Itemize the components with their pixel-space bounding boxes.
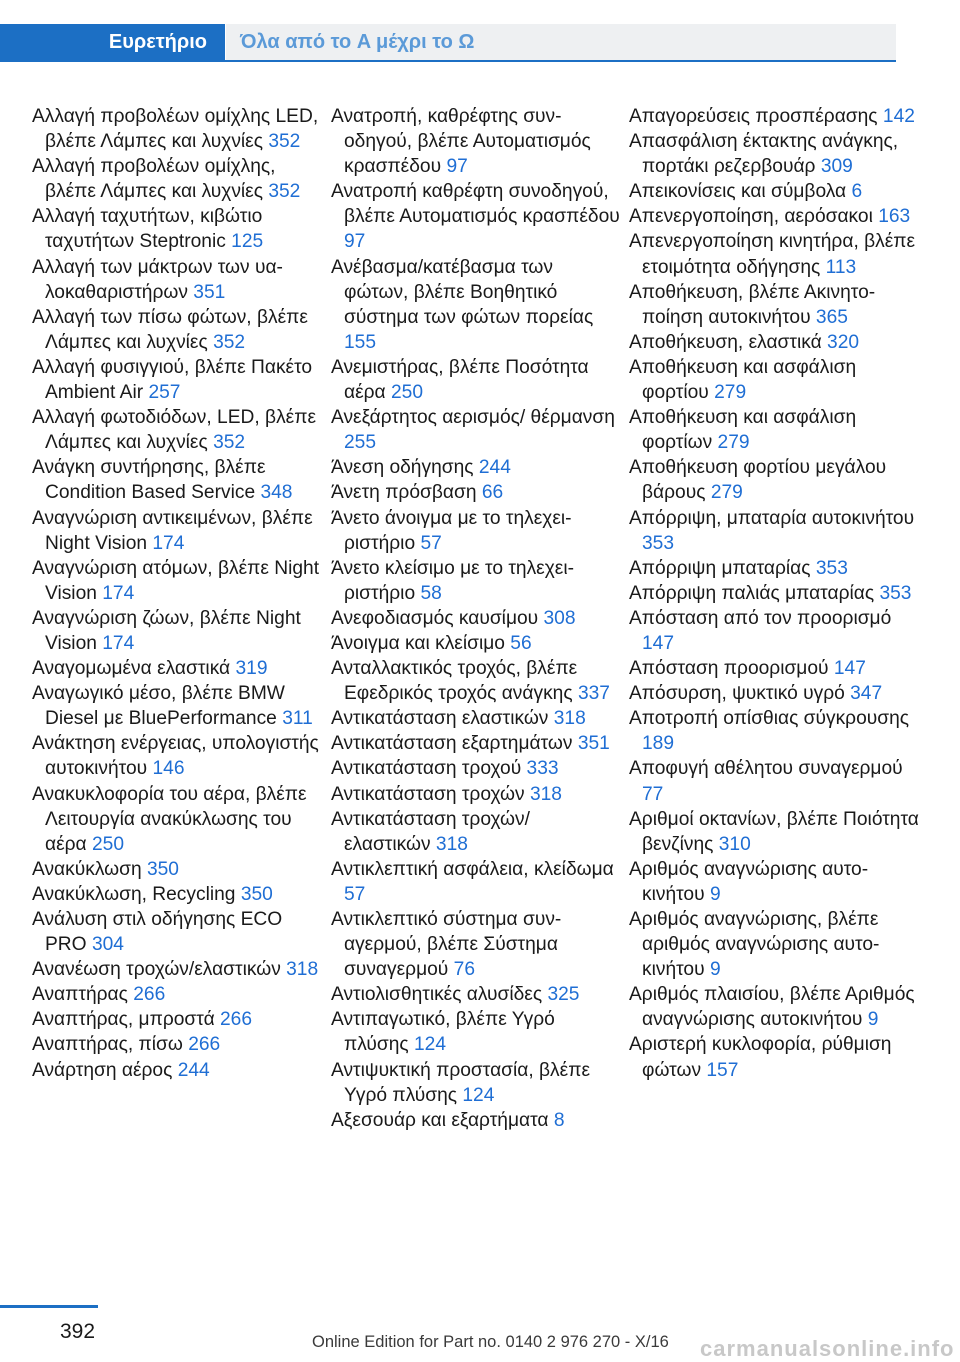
index-entry xyxy=(629,204,919,229)
index-entry-page-link[interactable]: 113 xyxy=(825,256,857,278)
index-entry-page-link[interactable]: 77 xyxy=(642,783,664,805)
index-entry-page-link[interactable]: 174 xyxy=(102,582,135,604)
index-entry-text: Αναπτήρας xyxy=(32,984,128,1006)
index-entry xyxy=(32,1007,322,1032)
index-entry-page-link[interactable]: 279 xyxy=(714,382,747,404)
index-entry-page-link[interactable]: 320 xyxy=(827,331,860,353)
index-entry-page-link[interactable]: 250 xyxy=(92,833,125,855)
index-entry xyxy=(32,506,322,556)
index-entry-text: Ανακυκλοφορία του αέρα, βλέπε Λειτουργία ανακύκλωσης του αέρα xyxy=(32,783,307,855)
index-entry xyxy=(629,581,919,606)
index-entry-page-link[interactable]: 347 xyxy=(850,683,883,705)
index-entry xyxy=(331,480,621,505)
index-entry-page-link[interactable]: 308 xyxy=(543,607,576,629)
index-entry-page-link[interactable]: 319 xyxy=(235,658,268,680)
index-entry-text: Αποθήκευση, ελαστικά xyxy=(629,331,822,353)
index-entry-text: Ανακύκλωση xyxy=(32,858,142,880)
index-entry-text: Απεικονίσεις και σύμβολα xyxy=(629,181,847,203)
index-entry-text: Αλλαγή των μάκτρων των υαλοκαθαριστήρων xyxy=(32,256,283,303)
index-entry-page-link[interactable]: 348 xyxy=(260,482,293,504)
index-entry-text: Ανεξάρτητος αερισμός/ θέρμανση xyxy=(331,407,615,429)
index-entry xyxy=(331,706,621,731)
index-entry-text: Απενεργοποίηση, αερόσακοι xyxy=(629,206,873,228)
index-entry-page-link[interactable]: 57 xyxy=(344,883,366,905)
index-entry xyxy=(629,330,919,355)
index-entry xyxy=(331,405,621,455)
index-entry-page-link[interactable]: 174 xyxy=(152,532,185,554)
index-entry-page-link[interactable]: 318 xyxy=(529,783,562,805)
index-entry-page-link[interactable]: 76 xyxy=(453,959,475,981)
index-entry xyxy=(32,957,322,982)
index-entry-text: Αλλαγή ταχυτήτων, κιβώτιο ταχυτήτων Steptronic xyxy=(32,206,263,253)
header-divider xyxy=(0,60,896,62)
index-entry-page-link[interactable]: 9 xyxy=(867,1009,879,1031)
index-entry-text: Άνοιγμα και κλείσιμο xyxy=(331,632,505,654)
watermark-logo: carmanualsonline.info xyxy=(700,1336,955,1361)
index-entry-text: Αποτροπή οπίσθιας σύγκρουσης xyxy=(629,708,910,730)
index-entry-page-link[interactable]: 146 xyxy=(152,758,185,780)
index-entry-text: Ανάγκη συντήρησης, βλέπε Condition Based Service xyxy=(32,457,266,504)
index-entry xyxy=(331,807,621,857)
index-entry xyxy=(32,907,322,957)
index-entry-page-link[interactable]: 311 xyxy=(282,708,313,730)
index-entry xyxy=(32,606,322,656)
index-entry xyxy=(629,556,919,581)
index-entry-page-link[interactable]: 353 xyxy=(815,557,848,579)
index-entry-page-link[interactable]: 318 xyxy=(286,959,319,981)
index-entry xyxy=(331,179,621,254)
index-entry xyxy=(331,731,621,756)
index-entry-text: Ανεμιστήρας, βλέπε Ποσότητα αέρα xyxy=(331,356,589,404)
index-entry-text: Απαγορεύσεις προσπέρασης xyxy=(629,106,878,127)
index-entry xyxy=(32,982,322,1007)
index-entry-page-link[interactable]: 163 xyxy=(878,206,911,228)
index-entry-text: Αλλαγή φωτοδιόδων, LED, βλέπε Λάμπες και λυχνίες xyxy=(32,407,317,454)
index-entry-text: Άνετο κλείσιμο με το τηλεχειριστήριο xyxy=(331,557,575,604)
index-entry xyxy=(629,706,919,756)
tab-index[interactable]: Ευρετήριο xyxy=(0,24,225,60)
index-entry xyxy=(629,129,919,179)
index-entry-page-link[interactable]: 174 xyxy=(102,632,135,654)
index-entry-text: Αναγνώριση ατόμων, βλέπε Night Vision xyxy=(32,557,320,604)
index-entry-page-link[interactable]: 351 xyxy=(577,733,610,755)
index-entry-text: Απόσταση από τον προορισμό xyxy=(629,607,892,629)
index-entry-page-link[interactable]: 189 xyxy=(642,733,675,755)
index-entry xyxy=(629,681,919,706)
index-entry xyxy=(331,857,621,907)
index-entry-text: Αναπτήρας, πίσω xyxy=(32,1034,183,1056)
index-entry-page-link[interactable]: 124 xyxy=(413,1034,446,1056)
index-entry-text: Άνεση οδήγησης xyxy=(331,457,474,479)
index-entry-text: Αναγομωμένα ελαστικά xyxy=(32,658,231,680)
index-entry-text: Αναγνώριση αντικειμένων, βλέπε Night Vision xyxy=(32,507,313,554)
index-entry xyxy=(331,1058,621,1108)
index-entry-page-link[interactable]: 124 xyxy=(462,1084,495,1106)
index-entry-page-link[interactable]: 266 xyxy=(133,984,166,1006)
index-entry xyxy=(629,606,919,656)
index-entry xyxy=(32,882,322,907)
index-entry xyxy=(32,154,322,204)
index-entry xyxy=(629,405,919,455)
index-entry xyxy=(331,782,621,807)
index-entry-page-link[interactable]: 351 xyxy=(193,281,226,303)
index-entry-page-link[interactable]: 318 xyxy=(435,833,468,855)
index-entry xyxy=(331,907,621,982)
index-entry-page-link[interactable]: 9 xyxy=(709,959,721,981)
index-entry-text: Απόσυρση, ψυκτικό υγρό xyxy=(629,683,845,705)
index-entry-text: Απόρριψη παλιάς μπαταρίας xyxy=(629,582,875,604)
index-entry-text: Απασφάλιση έκτακτης ανάγκης, πορτάκι ρεζερβουάρ xyxy=(629,131,899,178)
index-entry xyxy=(331,1007,621,1057)
index-entry xyxy=(32,556,322,606)
index-entry xyxy=(331,506,621,556)
index-entry xyxy=(32,1058,322,1083)
index-entry-page-link[interactable]: 365 xyxy=(815,306,848,328)
index-entry xyxy=(331,556,621,606)
index-entry-text: Αξεσουάρ και εξαρτήματα xyxy=(331,1109,549,1131)
index-entry xyxy=(32,405,322,455)
index-entry-page-link[interactable]: 97 xyxy=(344,231,366,253)
index-entry-page-link[interactable]: 325 xyxy=(547,984,580,1006)
index-entry xyxy=(32,681,322,731)
index-entry-page-link[interactable]: 257 xyxy=(148,382,181,404)
index-entry xyxy=(629,104,919,129)
index-entry-page-link[interactable]: 255 xyxy=(344,432,377,454)
index-entry-page-link[interactable]: 350 xyxy=(146,858,179,880)
index-entry xyxy=(32,731,322,781)
footer-divider xyxy=(0,1305,98,1308)
index-entry-text: Αναγωγικό μέσο, βλέπε BMW Diesel με BluePerformance xyxy=(32,683,285,730)
index-entry xyxy=(629,355,919,405)
index-entry-text: Αποθήκευση, βλέπε Ακινητοποίηση αυτοκινήτου xyxy=(629,281,876,328)
index-entry-page-link[interactable]: 353 xyxy=(642,532,675,554)
index-entry-page-link[interactable]: 66 xyxy=(481,482,504,504)
index-entry-page-link[interactable]: 266 xyxy=(220,1009,253,1031)
index-entry-text: Αντιολισθητικές αλυσίδες xyxy=(331,984,543,1006)
index-entry-page-link[interactable]: 157 xyxy=(706,1059,739,1081)
index-entry-text: Αριθμός αναγνώρισης αυτοκινήτου xyxy=(629,858,869,905)
index-entry-text: Απόρριψη, μπαταρία αυτοκινήτου xyxy=(629,507,915,529)
index-entry xyxy=(32,1032,322,1057)
index-entry-text: Αριθμός πλαισίου, βλέπε Αριθμός αναγνώρισης αυτοκινήτου xyxy=(629,984,915,1031)
index-entry-page-link[interactable]: 58 xyxy=(420,582,442,604)
index-entry-page-link[interactable]: 337 xyxy=(577,683,610,705)
index-entry-text: Αποθήκευση και ασφάλιση φορτίου xyxy=(629,356,857,404)
index-entry-text: Αντικλεπτική ασφάλεια, κλείδωμα xyxy=(331,858,614,880)
index-entry xyxy=(331,756,621,781)
index-entry-text: Αποφυγή αθέλητου συναγερμού xyxy=(629,758,903,780)
index-entry-page-link[interactable]: 310 xyxy=(718,833,751,855)
index-entry-page-link[interactable]: 147 xyxy=(642,632,675,654)
index-entry-page-link[interactable]: 309 xyxy=(820,156,853,178)
index-entry xyxy=(331,1108,621,1133)
index-entry-page-link[interactable]: 266 xyxy=(188,1034,221,1056)
index-column-1 xyxy=(32,104,322,1083)
index-entry-page-link[interactable]: 244 xyxy=(478,457,511,479)
index-entry-text: Αριστερή κυκλοφορία, ρύθμιση φώτων xyxy=(629,1034,892,1081)
index-entry-page-link[interactable]: 353 xyxy=(879,582,912,604)
index-entry xyxy=(32,455,322,505)
index-entry-page-link[interactable]: 57 xyxy=(420,532,442,554)
index-entry xyxy=(629,756,919,806)
index-entry-text: Αντικατάσταση τροχών xyxy=(331,783,525,805)
index-entry-text: Αλλαγή φυσιγγιού, βλέπε Πακέτο Ambient Air xyxy=(32,356,313,404)
index-entry xyxy=(629,229,919,279)
index-entry-text: Ανάκτηση ενέργειας, υπολογιστής αυτοκινήτου xyxy=(32,733,319,780)
index-entry-text: Αναπτήρας, μπροστά xyxy=(32,1009,215,1031)
index-entry-page-link[interactable]: 352 xyxy=(268,131,301,153)
index-entry-text: Άνετο άνοιγμα με το τηλεχειριστήριο xyxy=(331,507,572,554)
index-entry-page-link[interactable]: 318 xyxy=(553,708,586,730)
index-entry-text: Ανάλυση στιλ οδήγησης ECO PRO xyxy=(32,909,283,956)
index-entry-text: Ανακύκλωση, Recycling xyxy=(32,883,236,905)
index-entry-text: Αλλαγή των πίσω φώτων, βλέπε Λάμπες και λυχνίες xyxy=(32,306,308,353)
index-column-3 xyxy=(629,104,919,1083)
index-entry-text: Αντικατάσταση τροχού xyxy=(331,758,522,780)
index-entry-text: Αντιπαγωτικό, βλέπε Υγρό πλύσης xyxy=(331,1009,555,1056)
index-entry-text: Αποθήκευση και ασφάλιση φορτίων xyxy=(629,407,857,454)
index-entry-text: Αριθμός αναγνώρισης, βλέπε αριθμός αναγνώρισης αυτοκινήτου xyxy=(629,909,880,981)
index-entry-text: Αλλαγή προβολέων ομίχλης, βλέπε Λάμπες και λυχνίες xyxy=(32,156,276,203)
index-entry-text: Αριθμοί οκτανίων, βλέπε Ποιότητα βενζίνης xyxy=(629,808,919,855)
index-entry xyxy=(32,255,322,305)
index-entry-text: Αποθήκευση φορτίου μεγάλου βάρους xyxy=(629,457,887,504)
index-entry xyxy=(331,255,621,355)
index-entry-text: Αντικατάσταση εξαρτημάτων xyxy=(331,733,573,755)
index-entry-text: Αντικλεπτικό σύστημα συναγερμού, βλέπε Σύστημα συναγερμού xyxy=(331,909,562,981)
index-entry xyxy=(331,355,621,405)
index-entry xyxy=(331,656,621,706)
index-entry-page-link[interactable]: 9 xyxy=(709,883,721,905)
index-entry xyxy=(629,982,919,1032)
index-entry-page-link[interactable]: 147 xyxy=(833,658,866,680)
index-entry xyxy=(629,179,919,204)
index-entry xyxy=(331,455,621,480)
index-entry-page-link[interactable]: 352 xyxy=(268,181,301,203)
index-entry xyxy=(32,857,322,882)
index-entry xyxy=(32,782,322,857)
index-entry-text: Αντικατάσταση τροχών/ ελαστικών xyxy=(331,808,530,855)
index-entry xyxy=(32,305,322,355)
index-entry-text: Απενεργοποίηση κινητήρα, βλέπε ετοιμότητα οδήγησης xyxy=(629,231,916,278)
index-entry-text: Ανταλλακτικός τροχός, βλέπε Εφεδρικός τροχός ανάγκης xyxy=(331,658,578,705)
index-entry-page-link[interactable]: 244 xyxy=(177,1059,210,1081)
index-entry-page-link[interactable]: 155 xyxy=(344,331,377,353)
index-entry-page-link[interactable]: 304 xyxy=(91,934,124,956)
index-entry xyxy=(629,506,919,556)
index-entry-page-link[interactable]: 142 xyxy=(882,106,915,127)
index-entry-text: Ανάρτηση αέρος xyxy=(32,1059,173,1081)
index-entry-text: Αντιψυκτική προστασία, βλέπε Υγρό πλύσης xyxy=(331,1059,590,1106)
index-entry xyxy=(629,857,919,907)
index-entry-page-link[interactable]: 279 xyxy=(717,432,750,454)
index-entry-text: Αναγνώριση ζώων, βλέπε Night Vision xyxy=(32,607,301,654)
index-entry-page-link[interactable]: 352 xyxy=(213,432,246,454)
index-entry-text: Απόσταση προορισμού xyxy=(629,658,829,680)
index-entry xyxy=(331,606,621,631)
index-entry-text: Αλλαγή προβολέων ομίχλης LED, βλέπε Λάμπες και λυχνίες xyxy=(32,106,319,153)
edition-text: Online Edition for Part no. 0140 2 976 270 - X/16 xyxy=(312,1333,669,1351)
index-entry xyxy=(32,204,322,254)
index-entry xyxy=(331,104,621,179)
index-entry-text: Άνετη πρόσβαση xyxy=(331,482,477,504)
index-entry xyxy=(629,280,919,330)
index-entry-page-link[interactable]: 279 xyxy=(710,482,743,504)
index-entry-page-link[interactable]: 97 xyxy=(446,156,468,178)
index-column-2 xyxy=(331,104,621,1133)
index-entry xyxy=(629,807,919,857)
tab-a-to-z[interactable]: Όλα από το A μέχρι το Ω xyxy=(226,24,896,60)
index-entry xyxy=(331,982,621,1007)
index-entry-page-link[interactable]: 56 xyxy=(510,632,532,654)
index-entry-text: Ανατροπή καθρέφτη συνοδηγού, βλέπε Αυτοματισμός κρασπέδου xyxy=(331,181,620,228)
index-entry-text: Απόρριψη μπαταρίας xyxy=(629,557,811,579)
index-entry xyxy=(32,104,322,154)
index-entry-page-link[interactable]: 350 xyxy=(240,883,273,905)
index-entry xyxy=(32,355,322,405)
index-entry-page-link[interactable]: 333 xyxy=(526,758,559,780)
index-entry xyxy=(629,907,919,982)
index-entry-page-link[interactable]: 250 xyxy=(391,382,424,404)
index-entry-text: Ανεφοδιασμός καυσίμου xyxy=(331,607,539,629)
index-entry-page-link[interactable]: 8 xyxy=(553,1109,565,1131)
index-entry-page-link[interactable]: 125 xyxy=(231,231,264,253)
index-entry-text: Ανατροπή, καθρέφτης συνοδηγού, βλέπε Αυτοματισμός κρασπέδου xyxy=(331,106,591,178)
index-entry-text: Ανέβασμα/κατέβασμα των φώτων, βλέπε Βοηθητικό σύστημα των φώτων πορείας xyxy=(331,256,594,328)
index-entry-page-link[interactable]: 352 xyxy=(213,331,246,353)
page-header xyxy=(0,0,898,62)
index-entry xyxy=(629,1032,919,1082)
page-number: 392 xyxy=(60,1320,96,1343)
index-entry-page-link[interactable]: 6 xyxy=(851,181,863,203)
index-entry-text: Αντικατάσταση ελαστικών xyxy=(331,708,549,730)
index-entry xyxy=(32,656,322,681)
index-entry xyxy=(629,455,919,505)
index-entry-text: Ανανέωση τροχών/ελαστικών xyxy=(32,959,281,981)
index-entry xyxy=(629,656,919,681)
index-entry xyxy=(331,631,621,656)
